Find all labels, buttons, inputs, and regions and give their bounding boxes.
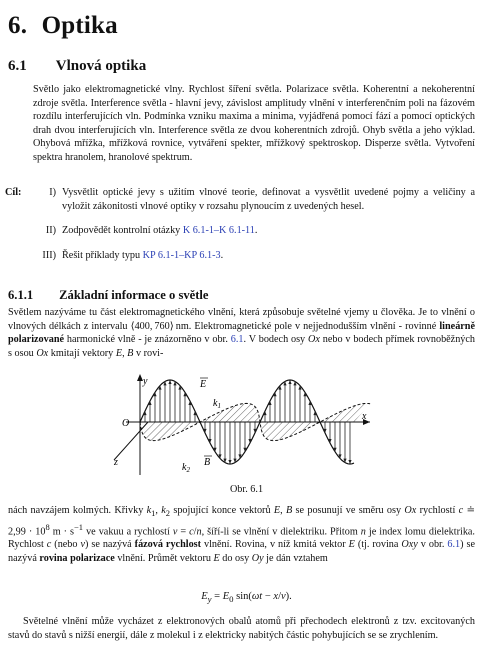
figure-ref-link-2[interactable]: 6.1 (447, 539, 461, 551)
goal-text-end: . (254, 225, 258, 236)
chapter-number: 6. (8, 12, 28, 39)
section-intro: Světlo jako elektromagnetické vlny. Rychlost šíření světla. Polarizace světla. Koherentní a nekoherentní zdroje světla. Interference světla - hlavní jevy, závislost amplitudy vlnění v interferenčním poli na fázovém rozdílu interferujících vln. Podmínka vzniku maxima a minima, vyjádřená pomocí fází a pomocí optických drah dvou interferujících vln. Interference světla ze dvou koherentních zdrojů. Ohyb světla a jeho výklad. Ohybová mřížka, mřížková rovnice, vytváření spekter, mřížkový spektroskop. Disperze světla. Vytvoření spektra hranolem, hranolové spektrum. (33, 84, 475, 163)
section-number: 6.1 (8, 58, 27, 74)
origin-label: O (122, 418, 130, 429)
paragraph-wave-description: nách navzájem kolmých. Křivky $k_1$, $k_2$ spojující konce vektorů E, B se posunují ve směru osy Ox rychlostí c ≐ $2,99 \cdot 10^8$ $m \cdot s^{-1}$ ve vakuu a rychlostí v = c/n, šíří-li se vlnění v dielektriku. Přitom n je index lomu dielektrika. Rychlost c (nebo v) se nazývá fázová rychlost vlnění. Rovina, v níž kmitá vektor E (tj. rovina Oxy v obr. 6.1) se nazývá rovina polarizace vlnění. Průmět vektoru E do osy Oy je dán vztahem (8, 505, 475, 564)
questions-link[interactable]: K 6.1-1–K 6.1-11 (182, 225, 255, 236)
k1-label: $k_1$ (213, 398, 221, 410)
subsection-number: 6.1.1 (8, 288, 34, 302)
chapter-title (8, 12, 118, 40)
e-vector-label: E (200, 379, 207, 390)
z-axis-label: z (114, 457, 118, 468)
goals (5, 186, 475, 273)
formula-symbol: E (201, 591, 208, 602)
goal-number: I) (49, 187, 56, 198)
paragraph-light-definition: Světlem nazýváme tu část elektromagnetického vlnění, která způsobuje světelné vjemy u člověka. Je to vlnění o vlnových délkách z intervalu ⟨400, 760⟩ nm. Elektromagnetické pole v nejjednodušším vlnění - rovinné lineárně polarizované harmonické vlně - je znázorněno v obr. 6.1. V bodech osy Ox nebo v bodech přímek rovnoběžných s osou Ox kmitají vektory E, B v rovi- (8, 307, 476, 359)
goal-text: Zodpovědět kontrolní otázky (62, 225, 183, 236)
z-axis (114, 422, 148, 460)
b-vector-label: B (204, 457, 211, 468)
section-title (8, 58, 146, 75)
goal-text: Řešit příklady typu (62, 249, 143, 261)
formula-ey: $E_y = E_0$ sin(ωt − x/v). (201, 591, 292, 605)
subsection-name: Základní informace o světle (59, 288, 209, 302)
goal-item-1 (5, 186, 475, 213)
k2-label: $k_2$ (182, 462, 190, 474)
figure-em-wave (108, 370, 378, 480)
goal-text: Vysvětlit optické jevy s užitím vlnové teorie, definovat a vysvětlit uvedené pojmy a veličiny a vyložit zákonitosti vlnové optiky v rozsahu plynoucím z uvedených hesel. (62, 187, 475, 212)
paragraph-light-emission: Světelné vlnění může vycházet z elektronových obalů atomů při přechodech elektronů z tzv. excitovaných stavů do stavů s nižší energií, dále z molekul i z elektricky nabitých částic pohybujících se se zrychlením. (8, 616, 475, 641)
goal-text-end: . (220, 249, 224, 261)
section-name: Vlnová optika (55, 58, 147, 74)
subsection-title (8, 288, 209, 303)
goals-label: Cíl: (5, 187, 22, 198)
chapter-name: Optika (41, 12, 118, 39)
x-axis-label: x (362, 411, 367, 422)
goal-number: III) (42, 249, 56, 261)
figure-ref-link[interactable]: 6.1 (230, 334, 244, 345)
examples-link[interactable]: KP 6.1-1–KP 6.1-3 (142, 249, 221, 261)
figure-caption: Obr. 6.1 (229, 484, 264, 495)
goal-item-2 (33, 224, 475, 238)
goal-item-3 (33, 249, 475, 263)
y-axis-label: y (143, 376, 148, 387)
goal-number: II) (45, 225, 56, 236)
